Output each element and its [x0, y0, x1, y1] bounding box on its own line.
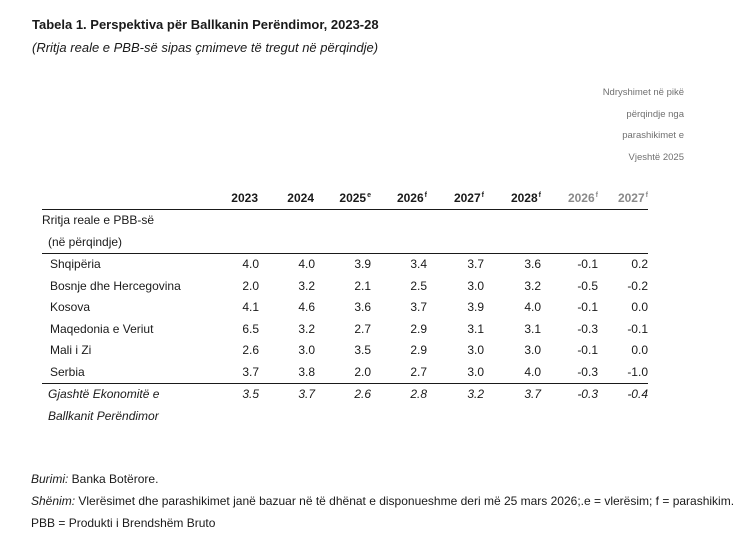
- value-cell: 2.6: [242, 343, 259, 358]
- note-label: Shënim:: [31, 494, 76, 508]
- value-cell: 0.0: [631, 300, 648, 315]
- table-row: [42, 361, 648, 383]
- gdp-table: [42, 187, 648, 427]
- table-row: [42, 253, 648, 275]
- table-subtitle: (Rritja reale e PBB-së sipas çmimeve të tregut në përqindje): [32, 40, 379, 55]
- value-cell: 2.0: [315, 361, 371, 383]
- value-cell: 4.0: [524, 300, 541, 315]
- value-cell: 3.2: [298, 278, 315, 293]
- value-cell: 4.0: [242, 257, 259, 272]
- value-cell: 0.0: [631, 343, 648, 358]
- header-blank: [42, 187, 217, 209]
- footer-abbrev: PBB = Produkti i Brendshëm Bruto: [31, 516, 216, 530]
- value-cell: 3.7: [217, 361, 259, 383]
- country-name: Shqipëria: [50, 257, 101, 272]
- value-cell: 3.4: [410, 257, 427, 272]
- col-header-change: 2027$^f$: [598, 187, 648, 209]
- summary-row: [42, 383, 648, 405]
- value-cell: -0.1: [577, 343, 598, 358]
- source-label: Burimi:: [31, 472, 69, 486]
- country-rows: [42, 253, 648, 383]
- summary-cell: 3.5: [242, 387, 259, 402]
- value-cell: 3.9: [354, 257, 371, 272]
- value-cell: 3.7: [467, 257, 484, 272]
- value-cell: 2.1: [354, 278, 371, 293]
- summary-cell: -0.3: [577, 387, 598, 402]
- value-cell: 3.0: [467, 343, 484, 358]
- value-cell: -0.1: [577, 257, 598, 272]
- summary-row-cont: [42, 405, 648, 427]
- value-cell: -1.0: [598, 361, 648, 383]
- summary-cell: 3.7: [298, 387, 315, 402]
- header-row: [42, 187, 648, 209]
- value-cell: 3.6: [524, 257, 541, 272]
- country-name: Mali i Zi: [50, 343, 92, 358]
- value-cell: -0.2: [627, 278, 648, 293]
- country-name: Maqedonia e Veriut: [50, 321, 154, 336]
- note-text: Vlerësimet dhe parashikimet janë bazuar në të dhënat e disponueshme deri më 25 mars 2026;.e = vlerësim; f = parashikim.: [75, 494, 735, 508]
- value-cell: -0.3: [577, 321, 598, 336]
- change-note: [544, 85, 684, 171]
- col-header: 2023: [217, 187, 259, 209]
- value-cell: 2.9: [410, 343, 427, 358]
- value-cell: 2.7: [354, 321, 371, 336]
- value-cell: -0.1: [627, 321, 648, 336]
- value-cell: 6.5: [242, 321, 259, 336]
- value-cell: 4.6: [298, 300, 315, 315]
- table-row: [42, 340, 648, 362]
- col-header: 2027$^f$: [427, 187, 484, 209]
- value-cell: 3.1: [524, 321, 541, 336]
- value-cell: -0.3: [541, 361, 598, 383]
- value-cell: 2.5: [410, 278, 427, 293]
- source-text: Banka Botërore.: [68, 472, 159, 486]
- value-cell: -0.1: [577, 300, 598, 315]
- value-cell: 2.9: [410, 321, 427, 336]
- value-cell: 3.7: [410, 300, 427, 315]
- footer-source: [31, 472, 158, 486]
- value-cell: -0.5: [577, 278, 598, 293]
- value-cell: 0.2: [631, 257, 648, 272]
- table-row: [42, 275, 648, 297]
- value-cell: 3.0: [298, 343, 315, 358]
- change-note-line: Ndryshimet në pikë: [602, 87, 684, 98]
- footer-note: [31, 494, 734, 508]
- table-row: [42, 318, 648, 340]
- col-header: 2025e: [315, 187, 371, 209]
- col-header: 2026$^f$: [371, 187, 427, 209]
- col-header: 2024: [259, 187, 315, 209]
- section-label: Rritja reale e PBB-së: [42, 213, 155, 228]
- summary-cell: 3.7: [524, 387, 541, 402]
- value-cell: 3.0: [427, 361, 484, 383]
- table-title: Tabela 1. Perspektiva për Ballkanin Perëndimor, 2023-28: [32, 17, 379, 32]
- value-cell: 4.0: [484, 361, 541, 383]
- value-cell: 4.0: [298, 257, 315, 272]
- summary-cell: 3.2: [467, 387, 484, 402]
- table-row: [42, 297, 648, 319]
- section-row: [42, 209, 648, 231]
- summary-label: Gjashtë Ekonomitë e: [48, 387, 160, 402]
- col-header-change: 2026$^f$: [541, 187, 598, 209]
- value-cell: 3.0: [524, 343, 541, 358]
- value-cell: 3.6: [354, 300, 371, 315]
- change-note-line: parashikimet e: [622, 130, 684, 141]
- section-subrow: [42, 231, 648, 253]
- value-cell: 3.5: [354, 343, 371, 358]
- summary-label-cont: Ballkanit Perëndimor: [48, 408, 159, 423]
- value-cell: 2.7: [371, 361, 427, 383]
- country-name: Bosnje dhe Hercegovina: [50, 278, 181, 293]
- value-cell: 3.8: [259, 361, 315, 383]
- summary-cell: 2.8: [410, 387, 427, 402]
- value-cell: 3.1: [467, 321, 484, 336]
- value-cell: 2.0: [242, 278, 259, 293]
- country-name: Serbia: [42, 361, 217, 383]
- value-cell: 4.1: [242, 300, 259, 315]
- section-sublabel: (në përqindje): [42, 231, 648, 253]
- value-cell: 3.2: [298, 321, 315, 336]
- change-note-line: përqindje nga: [626, 108, 684, 120]
- col-header: 2028$^f$: [484, 187, 541, 209]
- value-cell: 3.9: [467, 300, 484, 315]
- country-name: Kosova: [50, 300, 91, 315]
- value-cell: 3.0: [467, 278, 484, 293]
- summary-cell: 2.6: [354, 387, 371, 402]
- summary-cell: -0.4: [627, 387, 648, 402]
- value-cell: 3.2: [524, 278, 541, 293]
- change-note-line: Vjeshtë 2025: [628, 151, 684, 163]
